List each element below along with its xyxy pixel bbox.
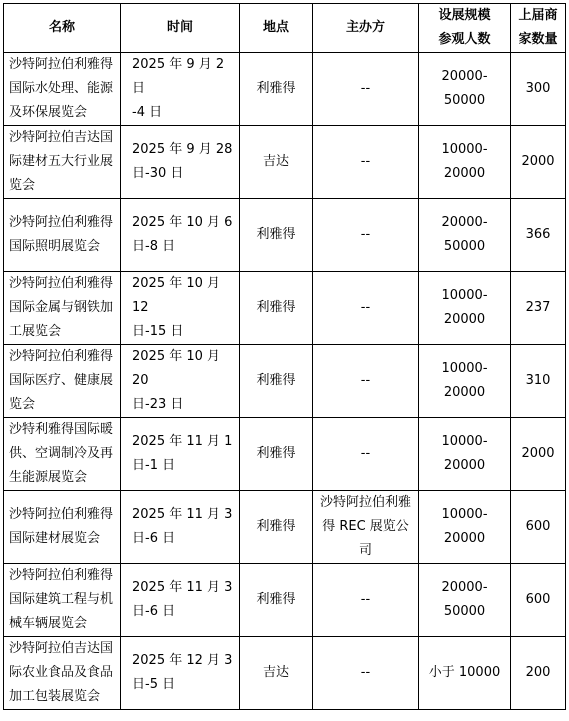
cell-time-line: 2025 年 9 月 2 日: [132, 57, 225, 96]
cell-name-line: 沙特阿拉伯利雅得: [9, 507, 114, 522]
cell-name: [4, 345, 121, 418]
cell-time: [121, 564, 240, 637]
table-row: [4, 345, 566, 418]
cell-organizer-line: --: [360, 446, 371, 461]
cell-time: [121, 199, 240, 272]
exhibition-table: [3, 3, 566, 710]
cell-location: 利雅得: [240, 491, 313, 564]
cell-name-line: 沙特利雅得国际暖: [9, 422, 114, 437]
cell-organizer-line: 沙特阿拉伯利雅: [319, 495, 411, 510]
header-row: [4, 4, 566, 53]
cell-time-line: 2025 年 9 月 28: [132, 142, 233, 157]
cell-name: [4, 53, 121, 126]
cell-organizer: [313, 345, 419, 418]
header-exhibitors-line2: 家数量: [518, 32, 558, 47]
cell-name-line: 沙特阿拉伯利雅得: [9, 349, 114, 364]
cell-time-line: 日-23 日: [132, 397, 184, 412]
cell-name-line: 际建材五大行业展: [9, 154, 114, 169]
cell-organizer: [313, 491, 419, 564]
cell-organizer-line: 得 REC 展览公司: [322, 519, 409, 558]
cell-location: 吉达: [240, 637, 313, 710]
cell-name-line: 国际照明展览会: [9, 239, 101, 254]
cell-organizer-line: --: [360, 592, 371, 607]
cell-scale: 10000-20000: [419, 345, 511, 418]
cell-time: [121, 126, 240, 199]
cell-name-line: 供、空调制冷及再: [9, 446, 114, 461]
cell-organizer-line: --: [360, 300, 371, 315]
cell-name-line: 沙特阿拉伯吉达国: [9, 130, 114, 145]
header-exhibitors-line1: 上届商: [518, 8, 558, 23]
cell-name-line: 沙特阿拉伯利雅得: [9, 57, 114, 72]
cell-organizer: [313, 126, 419, 199]
cell-exhibitors: 600: [511, 491, 566, 564]
cell-name-line: 械车辆展览会: [9, 616, 88, 631]
cell-name-line: 工展览会: [9, 324, 62, 339]
cell-name-line: 览会: [9, 178, 36, 193]
cell-exhibitors: 237: [511, 272, 566, 345]
cell-time: [121, 418, 240, 491]
cell-name-line: 国际金属与钢铁加: [9, 300, 114, 315]
table-row: [4, 199, 566, 272]
cell-organizer: [313, 272, 419, 345]
cell-name-line: 加工包装展览会: [9, 689, 101, 704]
cell-name-line: 沙特阿拉伯吉达国: [9, 641, 114, 656]
header-organizer: 主办方: [313, 4, 419, 53]
cell-location: 利雅得: [240, 418, 313, 491]
cell-organizer: [313, 199, 419, 272]
cell-scale: 10000-20000: [419, 418, 511, 491]
cell-scale: 20000-50000: [419, 53, 511, 126]
cell-name: [4, 272, 121, 345]
cell-exhibitors: 2000: [511, 418, 566, 491]
cell-name: [4, 491, 121, 564]
cell-name-line: 览会: [9, 397, 36, 412]
cell-location: 利雅得: [240, 564, 313, 637]
table-row: [4, 564, 566, 637]
cell-exhibitors: 200: [511, 637, 566, 710]
cell-time-line: 日-6 日: [132, 531, 176, 546]
table-row: [4, 418, 566, 491]
cell-time: [121, 345, 240, 418]
header-scale: [419, 4, 511, 53]
cell-time-line: 日-5 日: [132, 677, 176, 692]
cell-time-line: 2025 年 10 月 20: [132, 349, 221, 388]
cell-scale: 20000-50000: [419, 564, 511, 637]
table-row: [4, 491, 566, 564]
table-row: [4, 272, 566, 345]
cell-organizer-line: --: [360, 154, 371, 169]
cell-name-line: 国际建筑工程与机: [9, 592, 114, 607]
table-row: [4, 126, 566, 199]
cell-scale: 20000-50000: [419, 199, 511, 272]
header-scale-line1: 设展规模: [438, 8, 491, 23]
cell-scale: 小于 10000: [419, 637, 511, 710]
header-location: 地点: [240, 4, 313, 53]
table-row: [4, 637, 566, 710]
cell-time-line: 日-15 日: [132, 324, 184, 339]
cell-location: 利雅得: [240, 53, 313, 126]
cell-exhibitors: 366: [511, 199, 566, 272]
cell-name-line: 际农业食品及食品: [9, 665, 114, 680]
cell-time-line: 日-6 日: [132, 604, 176, 619]
cell-exhibitors: 2000: [511, 126, 566, 199]
cell-time: [121, 272, 240, 345]
cell-name: [4, 199, 121, 272]
cell-time-line: 2025 年 11 月 1: [132, 434, 233, 449]
cell-name: [4, 126, 121, 199]
cell-time-line: 2025 年 10 月 12: [132, 276, 221, 315]
cell-time-line: 2025 年 11 月 3: [132, 507, 233, 522]
cell-organizer-line: --: [360, 665, 371, 680]
cell-name-line: 及环保展览会: [9, 105, 88, 120]
cell-time-line: 2025 年 10 月 6: [132, 215, 233, 230]
header-time: 时间: [121, 4, 240, 53]
cell-organizer: [313, 418, 419, 491]
cell-time-line: 日-1 日: [132, 458, 176, 473]
cell-time: [121, 53, 240, 126]
cell-time-line: 2025 年 11 月 3: [132, 580, 233, 595]
cell-scale: 10000-20000: [419, 491, 511, 564]
cell-organizer: [313, 637, 419, 710]
cell-location: 利雅得: [240, 199, 313, 272]
cell-organizer-line: --: [360, 227, 371, 242]
cell-exhibitors: 600: [511, 564, 566, 637]
cell-time: [121, 491, 240, 564]
cell-name-line: 沙特阿拉伯利雅得: [9, 215, 114, 230]
cell-scale: 10000-20000: [419, 272, 511, 345]
cell-name: [4, 418, 121, 491]
header-scale-line2: 参观人数: [438, 32, 491, 47]
cell-location: 吉达: [240, 126, 313, 199]
cell-organizer: [313, 53, 419, 126]
cell-time: [121, 637, 240, 710]
cell-time-line: 2025 年 12 月 3: [132, 653, 233, 668]
cell-time-line: 日-8 日: [132, 239, 176, 254]
cell-name-line: 国际建材展览会: [9, 531, 101, 546]
cell-name-line: 生能源展览会: [9, 470, 88, 485]
cell-name-line: 沙特阿拉伯利雅得: [9, 568, 114, 583]
cell-name-line: 沙特阿拉伯利雅得: [9, 276, 114, 291]
cell-organizer: [313, 564, 419, 637]
cell-name: [4, 564, 121, 637]
table-row: [4, 53, 566, 126]
cell-name-line: 国际医疗、健康展: [9, 373, 114, 388]
header-exhibitors: [511, 4, 566, 53]
cell-name-line: 国际水处理、能源: [9, 81, 114, 96]
cell-time-line: 日-30 日: [132, 166, 184, 181]
cell-exhibitors: 300: [511, 53, 566, 126]
cell-location: 利雅得: [240, 272, 313, 345]
cell-location: 利雅得: [240, 345, 313, 418]
cell-exhibitors: 310: [511, 345, 566, 418]
cell-organizer-line: --: [360, 373, 371, 388]
cell-time-line: -4 日: [132, 105, 163, 120]
cell-name: [4, 637, 121, 710]
cell-organizer-line: --: [360, 81, 371, 96]
cell-scale: 10000-20000: [419, 126, 511, 199]
header-name: 名称: [4, 4, 121, 53]
